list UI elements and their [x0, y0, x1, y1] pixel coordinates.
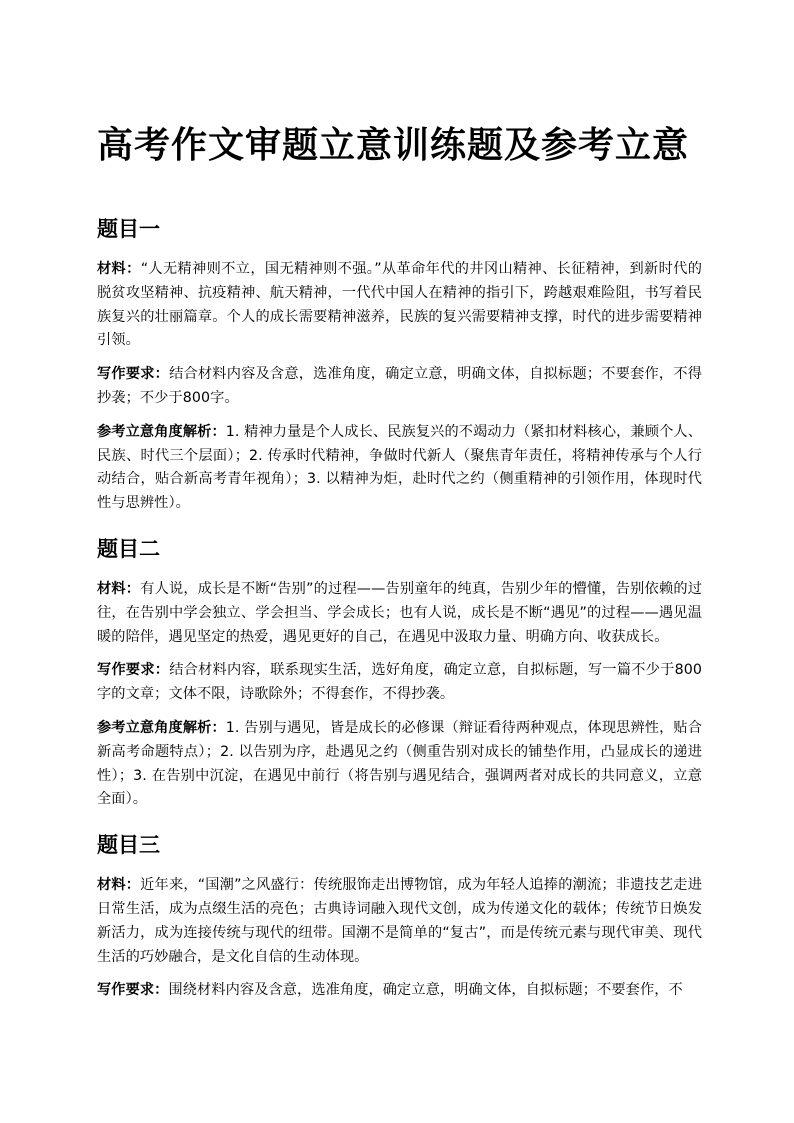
- requirement-text: 围绕材料内容及含意，选准角度，确定立意，明确文体，自拟标题；不要套作，不: [168, 982, 683, 999]
- analysis-label: 参考立意角度解析: [97, 423, 212, 440]
- requirement-paragraph: 写作要求：围绕材料内容及含意，选准角度，确定立意，明确文体，自拟标题；不要套作，不: [97, 982, 683, 999]
- requirement-paragraph: 写作要求：结合材料内容及含意，选准角度，确定立意，明确文体，自拟标题；不要套作，不得抄袭；不少于800字。: [97, 366, 703, 406]
- analysis-label: 参考立意角度解析: [97, 719, 212, 736]
- analysis-text: 1. 精神力量是个人成长、民族复兴的不竭动力（紧扣材料核心，兼顾个人、民族、时代三个层面）；2. 传承时代精神，争做时代新人（聚焦青年责任，将精神传承与个人行动结合，贴合新高考青年视角）；3. 以精神为炬，赴时代之约（侧重精神的引领作用，体现时代性与思辨性）。: [97, 423, 702, 512]
- section-3: [97, 830, 702, 1003]
- material-label: 材料: [97, 261, 127, 277]
- section-2: [97, 534, 702, 812]
- analysis-text: 1. 告别与遇见，皆是成长的必修课（辩证看待两种观点，体现思辨性，贴合新高考命题特点）；2. 以告别为序，赴遇见之约（侧重告别对成长的铺垫作用，凸显成长的递进性）；3. 在告别中沉淀，在遇见中前行（将告别与遇见结合，强调两者对成长的共同意义，立意全面）。: [97, 719, 702, 808]
- analysis-paragraph: 参考立意角度解析：1. 告别与遇见，皆是成长的必修课（辩证看待两种观点，体现思辨性，贴合新高考命题特点）；2. 以告别为序，赴遇见之约（侧重告别对成长的铺垫作用，凸显成长的递进性）；3. 在告别中沉淀，在遇见中前行（将告别与遇见结合，强调两者对成长的共同意义，立意全面）。: [97, 719, 702, 808]
- material-label: 材料: [97, 877, 126, 894]
- section-heading: 题目一: [97, 217, 160, 241]
- section-heading: 题目二: [97, 536, 160, 561]
- requirement-label: 写作要求: [97, 982, 155, 999]
- material-paragraph: 材料：有人说，成长是不断“告别”的过程——告别童年的纯真，告别少年的懵懂，告别依赖的过往，在告别中学会独立、学会担当、学会成长；也有人说，成长是不断“遇见”的过程——遇见温暖的陪伴，遇见坚定的热爱，遇见更好的自己，在遇见中汲取力量、明确方向、收获成长。: [97, 580, 703, 645]
- document-title: 高考作文审题立意训练题及参考立意: [97, 125, 690, 166]
- analysis-paragraph: 参考立意角度解析：1. 精神力量是个人成长、民族复兴的不竭动力（紧扣材料核心，兼顾个人、民族、时代三个层面）；2. 传承时代精神，争做时代新人（聚焦青年责任，将精神传承与个人行动结合，贴合新高考青年视角）；3. 以精神为炬，赴时代之约（侧重精神的引领作用，体现时代性与思辨性）。: [97, 423, 702, 512]
- requirement-label: 写作要求: [97, 366, 155, 383]
- requirement-paragraph: 写作要求：结合材料内容，联系现实生活，选好角度，确定立意，自拟标题，写一篇不少于800字的文章；文体不限，诗歌除外；不得套作，不得抄袭。: [97, 662, 702, 703]
- material-text: 近年来，“国潮”之风盛行：传统服饰走出博物馆，成为年轻人追捧的潮流；非遗技艺走进日常生活，成为点缀生活的亮色；古典诗词融入现代文创，成为传递文化的载体；传统节日焕发新活力，成为连接传统与现代的纽带。国潮不是简单的“复古”，而是传统元素与现代审美、现代生活的巧妙融合，是文化自信的生动体现。: [97, 877, 702, 965]
- material-paragraph: 材料：近年来，“国潮”之风盛行：传统服饰走出博物馆，成为年轻人追捧的潮流；非遗技艺走进日常生活，成为点缀生活的亮色；古典诗词融入现代文创，成为传递文化的载体；传统节日焕发新活力，成为连接传统与现代的纽带。国潮不是简单的“复古”，而是传统元素与现代审美、现代生活的巧妙融合，是文化自信的生动体现。: [97, 877, 702, 965]
- material-text: “人无精神则不立，国无精神则不强。”从革命年代的井冈山精神、长征精神，到新时代的脱贫攻坚精神、抗疫精神、航天精神，一代代中国人在精神的指引下，跨越艰难险阻，书写着民族复兴的壮丽篇章。个人的成长需要精神滋养，民族的复兴需要精神支撑，时代的进步需要精神引领。: [97, 261, 702, 349]
- requirement-text: 结合材料内容，联系现实生活，选好角度，确定立意，自拟标题，写一篇不少于800字的文章；文体不限，诗歌除外；不得套作，不得抄袭。: [97, 662, 702, 703]
- material-label: 材料: [97, 580, 126, 597]
- section-1: [97, 214, 702, 516]
- requirement-text: 结合材料内容及含意，选准角度，确定立意，明确文体，自拟标题；不要套作，不得抄袭；不少于800字。: [97, 366, 703, 406]
- material-paragraph: 材料：“人无精神则不立，国无精神则不强。”从革命年代的井冈山精神、长征精神，到新时代的脱贫攻坚精神、抗疫精神、航天精神，一代代中国人在精神的指引下，跨越艰难险阻，书写着民族复兴的壮丽篇章。个人的成长需要精神滋养，民族的复兴需要精神支撑，时代的进步需要精神引领。: [97, 261, 702, 349]
- material-text: 有人说，成长是不断“告别”的过程——告别童年的纯真，告别少年的懵懂，告别依赖的过往，在告别中学会独立、学会担当、学会成长；也有人说，成长是不断“遇见”的过程——遇见温暖的陪伴，遇见坚定的热爱，遇见更好的自己，在遇见中汲取力量、明确方向、收获成长。: [97, 580, 703, 645]
- requirement-label: 写作要求: [97, 662, 155, 679]
- section-heading: 题目三: [97, 833, 160, 858]
